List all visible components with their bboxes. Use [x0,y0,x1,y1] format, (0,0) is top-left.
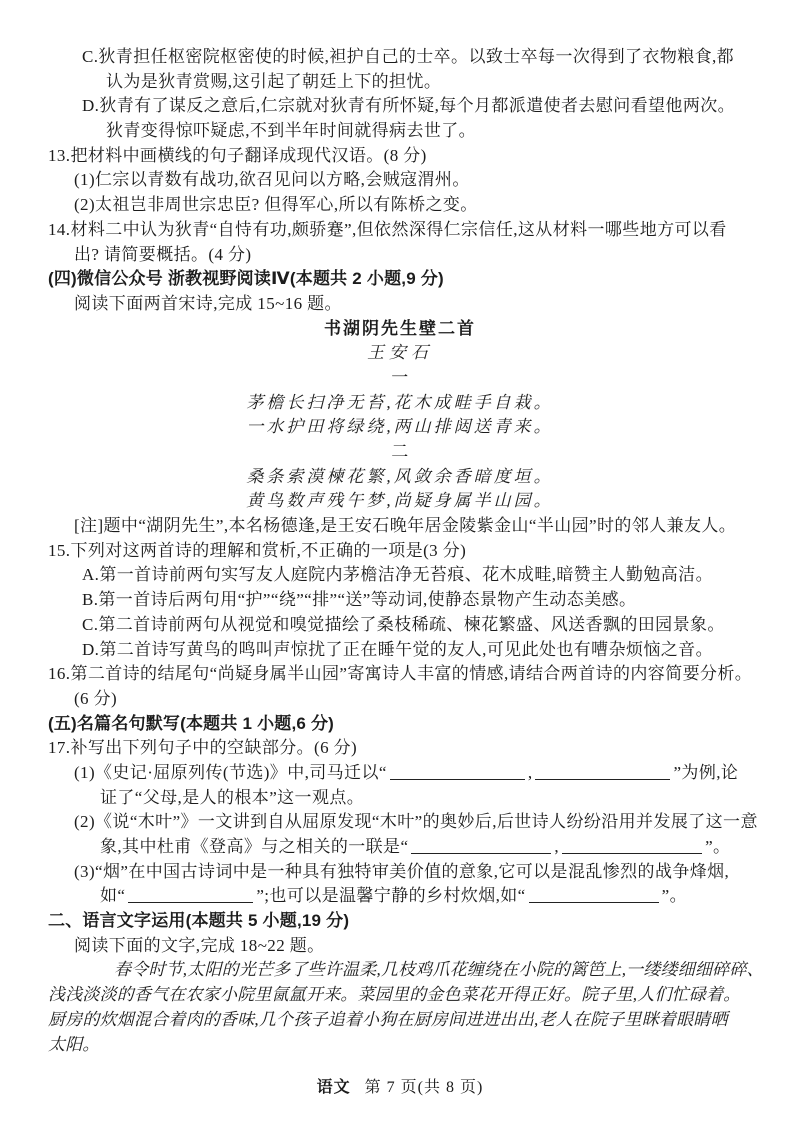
text-line [48,712,800,737]
text-segment: 15.下列对这两首诗的理解和赏析,不正确的一项是(3 分) [48,540,467,560]
text-segment: D.第二首诗写黄鸟的鸣叫声惊扰了正在睡午觉的友人,可见此处也有嘈杂烦恼之音。 [82,639,713,659]
text-segment: [注]题中“湖阴先生”,本名杨德逢,是王安石晚年居金陵紫金山“半山园”时的邻人兼友人。 [74,516,737,536]
text-segment: ”。 [661,886,687,906]
text-segment: 出? 请简要概括。(4 分) [74,244,252,264]
text-segment: 狄青变得惊吓疑虑,不到半年时间就得病去世了。 [106,121,477,141]
text-line [82,638,800,663]
answer-blank [562,839,702,854]
text-line [82,613,800,638]
text-segment: (2)《说“木叶”》一文讲到自从屈原发现“木叶”的奥妙后,后世诗人纷纷沿用并发展了这一意 [74,812,758,832]
text-line [48,1008,800,1033]
text-segment: 13.把材料中画横线的句子翻译成现代汉语。(8 分) [48,145,427,165]
text-line [48,736,800,761]
text-line [106,119,800,144]
text-segment: 浅浅淡淡的香气在农家小院里氤氲开来。菜园里的金色菜花开得正好。院子里,人们忙碌着。 [48,985,741,1005]
text-segment: 阅读下面两首宋诗,完成 15~16 题。 [74,293,342,313]
text-segment: 一 [391,367,409,387]
poem-line [0,341,800,366]
text-segment: 茅檐长扫净无苔,花木成畦手自栽。 [246,392,554,412]
text-line [106,70,800,95]
text-line [100,835,800,860]
text-line [48,539,800,564]
text-segment: 象,其中杜甫《登高》与之相关的一联是“ [100,837,409,856]
text-line [74,860,800,885]
footer-subject: 语文 [316,1079,351,1096]
text-segment: (6 分) [74,688,118,708]
text-segment: 证了“父母,是人的根本”这一观点。 [100,787,365,807]
text-segment: (1)《史记·屈原列传(节选)》中,司马迁以“ [74,762,387,782]
answer-blank [529,888,659,903]
text-line [74,514,800,539]
text-segment: 如“ [100,886,126,906]
text-line [48,662,800,687]
text-segment: (1)仁宗以青数有战功,欲召见问以方略,会贼寇渭州。 [74,170,470,190]
text-segment: 认为是狄青赏赐,这引起了朝廷上下的担忧。 [106,71,442,91]
text-segment: 二、语言文字运用(本题共 5 小题,19 分) [48,911,350,931]
text-line [74,761,800,786]
text-line [48,983,800,1008]
text-line [82,588,800,613]
poem-line [0,489,800,514]
text-segment: 16.第二首诗的结尾句“尚疑身属半山园”寄寓诗人丰富的情感,请结合两首诗的内容简要分析。 [48,664,753,684]
page-footer [0,1074,800,1097]
text-segment: (五)名篇名句默写(本题共 1 小题,6 分) [48,713,335,733]
text-segment: D.狄青有了谋反之意后,仁宗就对狄青有所怀疑,每个月都派遣使者去慰问看望他两次。 [82,96,736,116]
text-line [48,958,800,983]
text-segment: 厨房的炊烟混合着肉的香味,几个孩子追着小狗在厨房间进进出出,老人在院子里眯着眼睛晒 [48,1009,728,1029]
text-segment: 春令时节,太阳的光芒多了些许温柔,几枝鸡爪花缠绕在小院的篱笆上,一缕缕细细碎碎、 [114,960,764,980]
text-line [74,687,800,712]
text-line [74,193,800,218]
text-segment: 黄鸟数声残午梦,尚疑身属半山园。 [246,491,554,511]
text-line [48,909,800,934]
text-line [48,218,800,243]
footer-page-number: 第 7 页(共 8 页) [364,1079,484,1096]
text-line [82,45,800,70]
answer-blank [535,765,670,780]
text-segment: 王安石 [367,343,433,363]
text-line [48,144,800,169]
text-segment: A.第一首诗前两句实写友人庭院内茅檐洁净无苔痕、花木成畦,暗赞主人勤勉高洁。 [82,565,713,585]
text-segment: ”。 [705,837,731,856]
text-segment: 二 [391,442,409,461]
poem-line [0,366,800,391]
text-segment: (四)微信公众号 浙教视野阅读Ⅳ(本题共 2 小题,9 分) [48,269,444,289]
answer-blank [390,765,525,780]
text-segment: 阅读下面的文字,完成 18~22 题。 [74,935,325,955]
text-segment: ”;也可以是温馨宁静的乡村炊烟,如“ [256,886,526,906]
poem-line [0,317,800,342]
poem-line [0,415,800,440]
text-line [74,934,800,959]
text-line [82,563,800,588]
text-segment: (3)“烟”在中国古诗词中是一种具有独特审美价值的意象,它可以是混乱惨烈的战争烽烟, [74,861,730,881]
text-segment: B.第一首诗后两句用“护”“绕”“排”“送”等动词,使静态景物产生动态美感。 [82,590,637,610]
text-line [100,786,800,811]
text-segment: 书湖阴先生壁二首 [324,318,476,338]
poem-line [0,440,800,465]
text-line [48,267,800,292]
text-segment: 14.材料二中认为狄青“自恃有功,颇骄蹇”,但依然深得仁宗信任,这从材料一哪些地方可以看 [48,219,727,239]
answer-blank [411,839,551,854]
text-line [100,884,800,909]
text-segment: 桑条索漠楝花繁,风敛余香暗度垣。 [246,466,554,486]
poem-line [0,465,800,490]
text-segment: C.第二首诗前两句从视觉和嗅觉描绘了桑枝稀疏、楝花繁盛、风送香飘的田园景象。 [82,614,725,634]
text-segment: ”为例,论 [673,762,739,782]
text-segment: (2)太祖岂非周世宗忠臣? 但得军心,所以有陈桥之变。 [74,195,478,215]
text-line [74,243,800,268]
text-segment: 17.补写出下列句子中的空缺部分。(6 分) [48,738,358,758]
text-line [48,1033,800,1058]
text-line [74,292,800,317]
text-segment: , [554,837,560,856]
text-line [74,168,800,193]
answer-blank [128,888,253,903]
text-segment: 一水护田将绿绕,两山排闼送青来。 [246,417,554,437]
text-line [74,810,800,835]
text-segment: C.狄青担任枢密院枢密使的时候,袒护自己的士卒。以致士卒每一次得到了衣物粮食,都 [82,47,735,66]
poem-line [0,391,800,416]
text-segment: , [527,762,533,782]
text-segment: 太阳。 [48,1034,100,1054]
text-line [82,94,800,119]
